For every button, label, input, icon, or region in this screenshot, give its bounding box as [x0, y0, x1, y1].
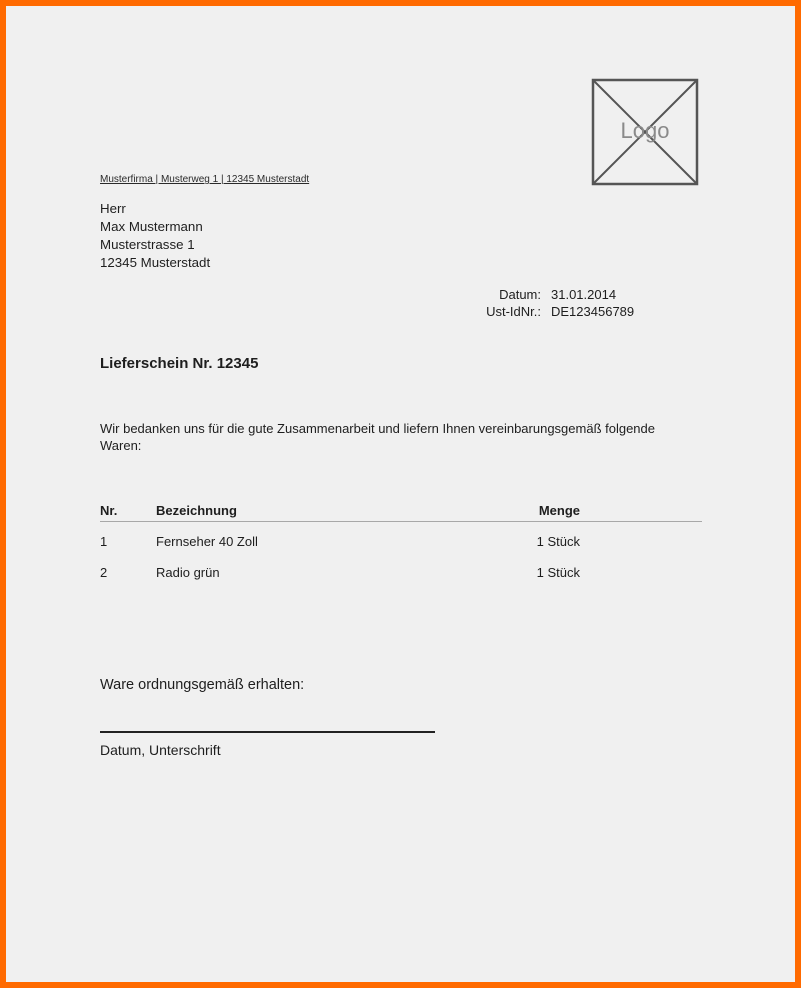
row-nr: 1: [100, 534, 108, 549]
vat-value: DE123456789: [551, 304, 635, 319]
row-menge: 1 Stück: [536, 534, 580, 549]
table-header: [100, 503, 702, 522]
row-nr: 2: [100, 565, 108, 580]
document-title: Lieferschein Nr. 12345: [100, 355, 259, 372]
recipient-salutation: Herr: [100, 201, 126, 216]
header-bezeichnung: Bezeichnung: [156, 503, 237, 518]
received-text: Ware ordnungsgemäß erhalten:: [100, 677, 305, 693]
logo-text: Logo: [620, 118, 670, 143]
meta-values: [551, 286, 634, 320]
items-table: [100, 503, 702, 584]
sender-address-line: Musterfirma | Musterweg 1 | 12345 Musterstadt: [100, 174, 310, 185]
row-menge: 1 Stück: [536, 565, 580, 580]
date-label: Datum:: [499, 287, 541, 302]
recipient-city: 12345 Musterstadt: [100, 255, 211, 270]
row-bezeichnung: Fernseher 40 Zoll: [156, 534, 258, 549]
logo-placeholder: [591, 78, 699, 186]
signature-caption: Datum, Unterschrift: [100, 742, 221, 758]
row-bezeichnung: Radio grün: [156, 565, 220, 580]
table-row: [100, 553, 702, 584]
table-row: [100, 522, 702, 553]
recipient-street: Musterstrasse 1: [100, 237, 195, 252]
meta-labels: [386, 286, 541, 320]
header-nr: Nr.: [100, 503, 118, 518]
intro-text: Wir bedanken uns für die gute Zusammenarbeit und liefern Ihnen vereinbarungsgemäß folgende Waren:: [100, 421, 656, 453]
signature-line: [100, 731, 435, 733]
date-value: 31.01.2014: [551, 287, 617, 302]
header-menge: Menge: [538, 503, 580, 518]
recipient-name: Max Mustermann: [100, 219, 203, 234]
recipient-address: [100, 200, 210, 272]
vat-label: Ust-IdNr.:: [486, 304, 541, 319]
document-page: [6, 6, 795, 982]
